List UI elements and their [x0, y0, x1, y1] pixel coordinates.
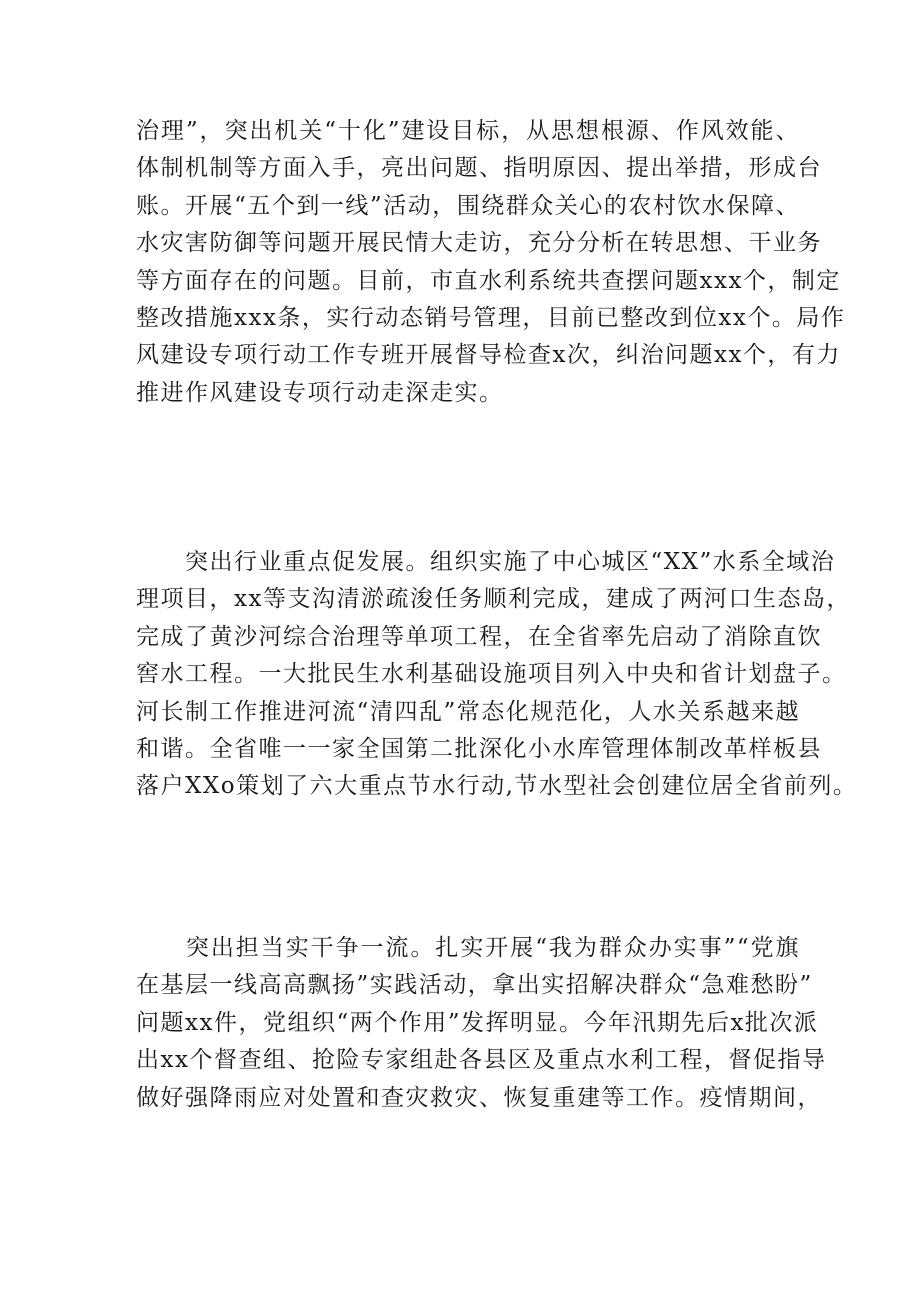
text-line: 落户XXo策划了六大重点节水行动,节水型社会创建位居全省前列。: [136, 773, 858, 800]
text-line: 水灾害防御等问题开展民情大走访，充分分析在转思想、干业务: [136, 230, 822, 257]
text-line: 等方面存在的问题。目前，市直水利系统共查摆问题xxx个，制定: [136, 267, 841, 294]
text-line: 突出担当实干争一流。扎实开展“我为群众办实事”“党旗: [136, 935, 800, 961]
text-line: 风建设专项行动工作专班开展督导检查x次，纠治问题xx个，有力: [136, 342, 841, 369]
paragraph-3: [136, 930, 827, 1117]
text-line: 治理”，突出机关“十化”建设目标，从思想根源、作风效能、: [136, 118, 800, 144]
paragraph-2: [136, 544, 858, 806]
text-line: 在基层一线高高飘扬”实践活动，拿出实招解决群众“急难愁盼”: [136, 972, 813, 999]
text-line: 体制机制等方面入手，亮出问题、指明原因、提出举措，形成台: [136, 155, 822, 182]
text-line: 推进作风建设专项行动走深走实。: [136, 379, 504, 406]
paragraph-1: [136, 113, 846, 412]
text-line: 和谐。全省唯一一家全国第二批深化小水库管理体制改革样板县: [136, 736, 822, 763]
text-line: 整改措施xxx条，实行动态销号管理，目前已整改到位xx个。局作: [136, 305, 846, 332]
text-line: 理项目，xx等支沟清淤疏浚任务顺利完成，建成了两河口生态岛，: [136, 586, 851, 613]
text-line: 窖水工程。一大批民生水利基础设施项目列入中央和省计划盘子。: [136, 661, 847, 688]
text-line: 问题xx件，党组织“两个作用”发挥明显。今年汛期先后x批次派: [136, 1009, 819, 1036]
text-line: 账。开展“五个到一线”活动，围绕群众关心的农村饮水保障、: [136, 192, 800, 219]
text-line: 完成了黄沙河综合治理等单项工程，在全省率先启动了消除直饮: [136, 623, 822, 650]
text-line: 河长制工作推进河流“清四乱”常态化规范化，人水关系越来越: [136, 698, 800, 725]
text-line: 出xx个督查组、抢险专家组赴各县区及重点水利工程，督促指导: [136, 1047, 827, 1074]
text-line: 突出行业重点促发展。组织实施了中心城区“XX”水系全域治: [136, 549, 836, 575]
text-line: 做好强降雨应对处置和查灾救灾、恢复重建等工作。疫情期间，: [136, 1084, 822, 1111]
